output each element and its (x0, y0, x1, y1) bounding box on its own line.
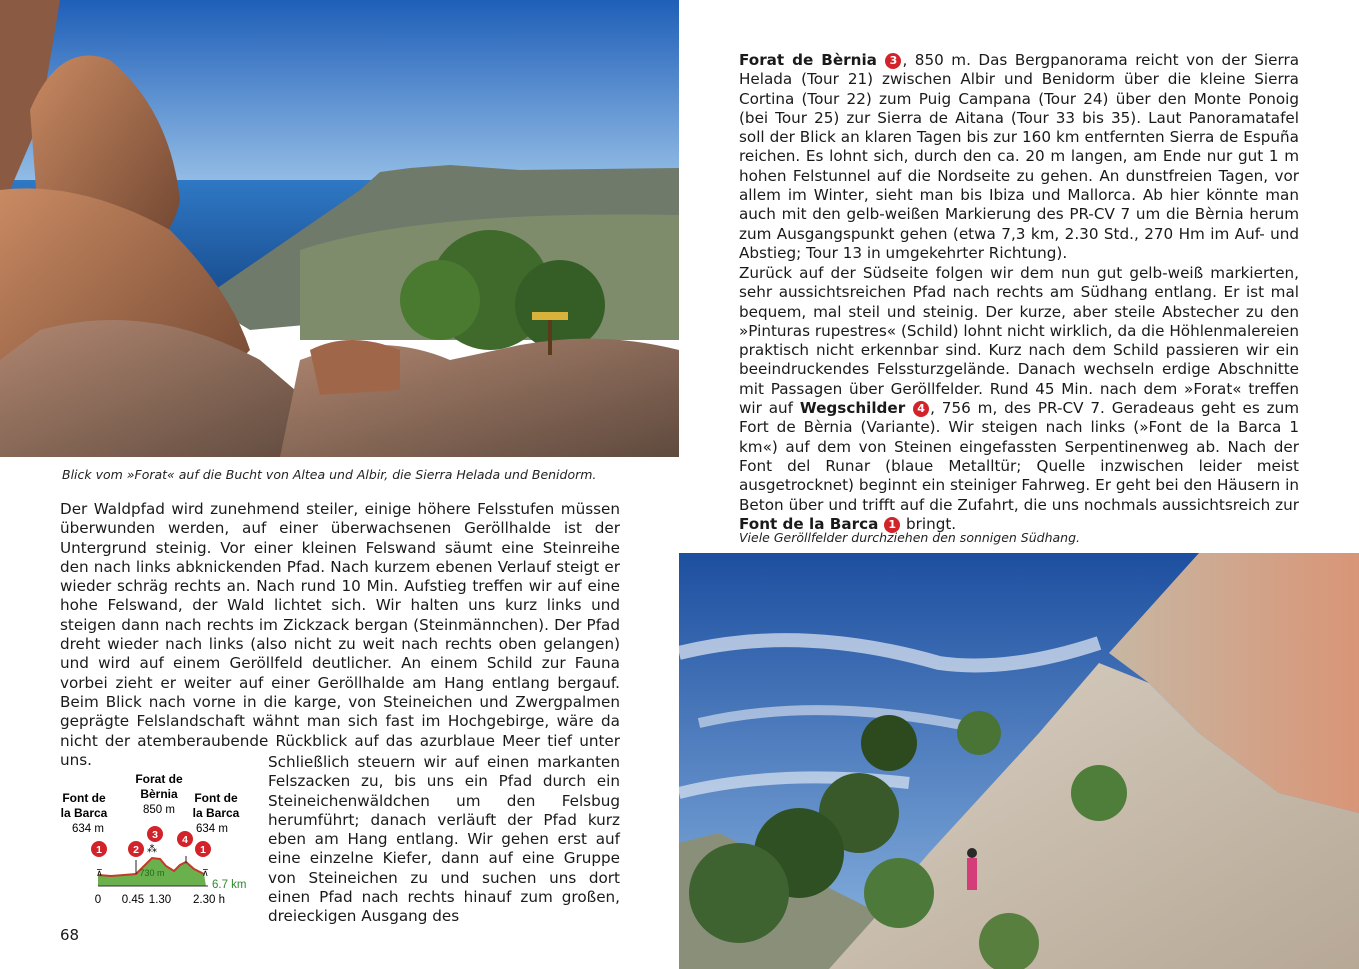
photo-altea-bay-image (0, 0, 679, 457)
page-number: 68 (60, 926, 80, 944)
profile-time-1: 0.45 (121, 894, 145, 906)
right-paragraph-2-text-b: , 756 m, des PR-CV 7. Geradeaus geht es zum Fort de Bèrnia (Variante). Wir steigen nach links (»Font de la Barca 1 km«) auf dem von Steinen eingefassten Serpentinenweg ab. Nach der Font del Runar (blaue Metalltür; Quelle inzwischen leider meist ausgetrocknet) beginnt ein steiniger Fahrweg. Er geht bei den Häusern in Beton über und trifft auf die Zufahrt, die uns nochmals aussichtsreich zur (739, 399, 1299, 514)
profile-time-2: 1.30 (148, 894, 172, 906)
waypoint-badge-4: 4 (913, 401, 929, 417)
profile-inner-label: 730 m (139, 868, 165, 878)
profile-marker-2: 2 (133, 844, 139, 856)
profile-start-name-2: la Barca (60, 806, 108, 820)
place-wegschilder: Wegschilder (799, 399, 906, 418)
right-paragraph-1-text: , 850 m. Das Bergpanorama reicht von der Sierra Helada (Tour 21) zwischen Albir und Benidorm über die kleine Sierra Cortina (Tour 22) zum Puig Campana (Tour 24) über den Monte Ponoig (bei Tour 25) zur Sierra de Aitana (Tour 33 bis 35). Laut Panoramatafel soll der Blick an klaren Tagen bis zur 160 km entfernten Sierra de Espuña reichen. Es lohnt sich, durch den ca. 20 m langen, am Ende nur gut 1 m hohen Felstunnel auf die Nordseite zu gehen. An dunstfreien Tagen, vor allem im Winter, sieht man bis Ibiza und Mallorca. Ab hier könnte man auch mit den gelb-weißen Markierung des PR-CV 7 um die Bèrnia herum zum Ausgangspunkt gehen (etwa 7,3 km, 2.30 Std., 270 Hm im Auf- und Abstieg; Tour 13 in umgekehrter Richtung). (739, 51, 1300, 262)
profile-peak-name-1: Forat de (135, 772, 183, 786)
profile-marker-1: 1 (96, 844, 102, 856)
profile-time-3: 2.30 h (193, 894, 225, 906)
place-forat-de-bernia: Forat de Bèrnia (739, 51, 877, 69)
profile-end-symbol: ⊼ (202, 869, 209, 879)
elevation-profile-graphic (56, 768, 260, 908)
left-paragraph-2: Schließlich steuern wir auf einen markanten Felszacken zu, bis uns ein Pfad durch ein Steineichenwäldchen um den Felsbug herumführt; danach verläuft der Pfad kurz eben am Hang entlang. Wir gehen erst auf eine einzelne Kiefer, dann auf eine Gruppe von Steineichen zu und suchen uns dort einen Pfad nach rechts hinauf zum großen, dreieckigen Ausgang des (268, 753, 620, 926)
elevation-profile (56, 768, 260, 908)
profile-end-name-2: la Barca (192, 806, 240, 820)
left-paragraph-1: Der Waldpfad wird zunehmend steiler, einige höhere Felsstufen müssen überwunden werden, auf einer überwachsenen Geröllhalde ist der Untergrund steinig. Vor einer kleinen Felswand säumt eine Steinreihe den nach links abknickenden Pfad. Nach kurzem ebenen Verlauf steigt er wieder schräg rechts an. Nach rund 10 Min. Aufstieg treffen wir auf eine hohe Felswand, der Wald lichtet sich. Wir halten uns kurz links und steigen dann nach rechts im Zickzack bergan (Steinmännchen). Der Pfad dreht wieder nach links (also nicht zu weit nach rechts oben gelangen) und wird auf einem Geröllfeld deutlicher. An einem Schild zur Fauna vorbei zieht er weiter auf einer Geröllhalde am Hang entlang bergauf. Beim Blick nach vorne in die karge, von Steineichen und Zwergpalmen geprägte Felslandschaft wähnt man sich fast im Hochgebirge, wäre da nicht der atemberaubende Rückblick auf das azurblaue Meer tief unter uns. (60, 500, 620, 769)
waypoint-badge-3: 3 (885, 53, 901, 69)
photo2-caption: Viele Geröllfelder durchziehen den sonnigen Südhang. (739, 530, 1081, 545)
profile-time-0: 0 (94, 894, 102, 906)
profile-peak-alt: 850 m (143, 804, 175, 816)
profile-start-alt: 634 m (72, 823, 104, 835)
photo-scree-slope (679, 553, 1359, 969)
profile-start-name-1: Font de (62, 791, 106, 805)
profile-end-name-1: Font de (194, 791, 238, 805)
photo1-caption: Blick vom »Forat« auf die Bucht von Altea und Albir, die Sierra Helada und Benidorm. (62, 467, 597, 482)
profile-marker-3: 3 (152, 829, 158, 841)
right-paragraph-2-text-c: bringt. (901, 514, 957, 533)
waypoint-badge-1: 1 (884, 517, 900, 533)
profile-end-alt: 634 m (196, 823, 228, 835)
right-paragraph-2 (739, 264, 1299, 534)
profile-distance: 6.7 km (212, 879, 247, 891)
photo-altea-bay (0, 0, 679, 457)
profile-marker-4: 4 (182, 834, 188, 846)
photo-scree-slope-image (679, 553, 1359, 969)
place-font-de-la-barca: Font de la Barca (739, 514, 879, 533)
profile-marker-5: 1 (200, 844, 206, 856)
right-paragraph-1 (739, 51, 1299, 263)
profile-start-symbol: ⊼ (96, 869, 103, 879)
profile-peak-name-2: Bèrnia (140, 787, 178, 801)
right-paragraph-2-text-a: Zurück auf der Südseite folgen wir dem nun gut gelb-weiß markierten, sehr aussichtsreichen Pfad nach rechts am Südhang entlang. Er ist mal bequem, mal steil und steinig. Der kurze, aber steile Abstecher zu den »Pinturas rupestres« (Schild) lohnt nicht wirklich, da die Höhlenmalereien praktisch nicht erkennbar sind. Kurz nach dem Schild passieren wir ein beeindruckendes Felssturzgelände. Danach wechseln erdige Abschnitte mit Passagen über Geröllfelder. Rund 45 Min. nach dem »Forat« treffen wir auf (739, 264, 1299, 418)
profile-peak-symbol: ⁂ (147, 844, 157, 855)
